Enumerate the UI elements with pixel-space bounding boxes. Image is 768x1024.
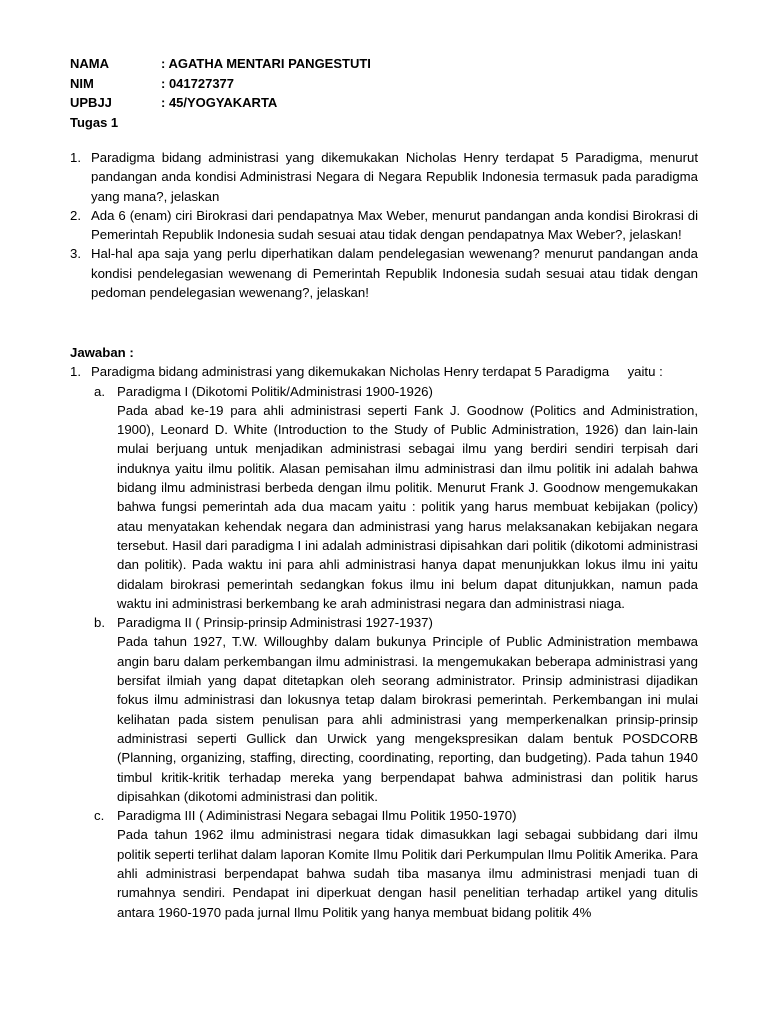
question-item bbox=[70, 244, 698, 302]
question-item bbox=[70, 206, 698, 245]
paradigm-letter: b. bbox=[94, 615, 105, 631]
answer-section bbox=[70, 343, 698, 922]
upbjj-row bbox=[70, 93, 371, 113]
answer-number: 1. bbox=[70, 364, 81, 380]
paradigm-heading bbox=[94, 806, 698, 825]
upbjj-value: : 45/YOGYAKARTA bbox=[161, 95, 278, 110]
nama-label: NAMA bbox=[70, 56, 109, 71]
nama-row bbox=[70, 54, 371, 74]
paradigm-heading bbox=[94, 382, 698, 401]
student-identity bbox=[70, 54, 371, 132]
question-number: 1. bbox=[70, 150, 81, 165]
nim-label: NIM bbox=[70, 75, 94, 91]
question-item bbox=[70, 148, 698, 206]
nim-row bbox=[70, 74, 371, 94]
question-text: Ada 6 (enam) ciri Birokrasi dari pendapatnya Max Weber, menurut pandangan anda kondisi Birokrasi di Pemerintah Republik Indonesia sudah sesuai atau tidak dengan pendapatnya Max Weber?, jelaskan! bbox=[91, 207, 698, 243]
question-list bbox=[70, 148, 698, 302]
paradigm-list bbox=[94, 382, 698, 922]
answer-item bbox=[70, 362, 698, 381]
paradigm-item bbox=[94, 806, 698, 922]
paradigm-item bbox=[94, 382, 698, 614]
paradigm-title: Paradigma III ( Adiministrasi Negara sebagai Ilmu Politik 1950-1970) bbox=[117, 808, 517, 824]
question-number: 3. bbox=[70, 246, 81, 262]
answer-intro: Paradigma bidang administrasi yang dikemukakan Nicholas Henry terdapat 5 Paradigma yaitu : bbox=[91, 364, 663, 380]
question-text: Hal-hal apa saja yang perlu diperhatikan dalam pendelegasian wewenang? menurut pandangan anda kondisi pendelegasian wewenang di Pemerintah Republik Indonesia sudah sesuai atau tidak dengan pedoman pendelegasian wewenang?, jelaskan! bbox=[91, 246, 698, 301]
paradigm-body: Pada tahun 1927, T.W. Willoughby dalam bukunya Principle of Public Administration membawa angin baru dalam perkembangan ilmu administrasi. Ia mengemukakan beberapa administrasi yang bersifat ilmiah yang dapat ditetapkan oleh seorang administrator. Prinsip administrasi dijadikan fokus ilmu administrasi dan lokusnya tetap dalam birokrasi pemerintah. Perkembangan ini mulai kelihatan pada sistem penulisan para ahli administrasi yang memperkenalkan prinsip-prinsip administrasi seperti Gullick dan Urwick yang mengekspresikan dalam bentuk POSDCORB (Planning, organizing, staffing, directing, coordinating, reporting, dan budgeting). Pada tahun 1940 timbul kritik-kritik terhadap mereka yang berpendapat bahwa administrasi dan politik harus dipisahkan (dikotomi administrasi dan politik. bbox=[117, 634, 698, 804]
answer-heading: Jawaban : bbox=[70, 345, 134, 360]
paradigm-heading bbox=[94, 613, 698, 632]
paradigm-body: Pada abad ke-19 para ahli administrasi seperti Fank J. Goodnow (Politics and Administration, 1900), Leonard D. White (Introduction to the Study of Public Administration, 1926) dan lain-lain mulai berjuang untuk menjadikan administrasi sebagai ilmu yang berdiri sendiri terpisah dari induknya yaitu ilmu politik. Alasan pemisahan ilmu administrasi dan ilmu politik ini adalah bahwa bidang ilmu administrasi berbeda dengan ilmu politik. Menurut Frank J. Goodnow mengemukakan bahwa fungsi pemerintah ada dua macam yaitu : politik yang harus membuat kebijakan (policy) atau menyatakan kehendak negara dan administrasi yang harus melaksanakan kebijakan negara tersebut. Hasil dari paradigma I ini adalah administrasi dipisahkan dari politik (dikotomi administrasi dan politik). Pada waktu ini para ahli administrasi hanya dapat menunjukkan lokus ilmu ini yaitu didalam birokrasi pemerintah sedangkan fokus ilmu ini belum dapat ditunjukkan, namun pada waktu ini administrasi berkembang ke arah administrasi negara dan administrasi niaga. bbox=[117, 402, 698, 611]
paradigm-letter: a. bbox=[94, 383, 105, 399]
question-number: 2. bbox=[70, 207, 81, 223]
paradigm-item bbox=[94, 613, 698, 806]
paradigm-title: Paradigma II ( Prinsip-prinsip Administrasi 1927-1937) bbox=[117, 615, 433, 631]
nim-value: : 041727377 bbox=[161, 75, 235, 91]
question-text: Paradigma bidang administrasi yang dikemukakan Nicholas Henry terdapat 5 Paradigma, menurut pandangan anda kondisi Administrasi Negara di Negara Republik Indonesia termasuk pada paradigma yang mana?, jelaskan bbox=[91, 150, 698, 204]
upbjj-label: UPBJJ bbox=[70, 95, 112, 110]
task-title: Tugas 1 bbox=[70, 114, 119, 130]
paradigm-body: Pada tahun 1962 ilmu administrasi negara tidak dimasukkan lagi sebagai subbidang dari ilmu politik seperti terlihat dalam laporan Komite Ilmu Politik dari Perkumpulan Ilmu Politik Amerika. Para ahli administrasi berpendapat bahwa sudah tiba masanya ilmu administrasi menjadi tuan di rumahnya sendiri. Pendapat ini diperkuat dengan hasil penelitian terhadap artikel yang ditulis antara 1960-1970 pada jurnal Ilmu Politik yang hanya membuat bidang politik 4% bbox=[117, 827, 698, 920]
nama-value: : AGATHA MENTARI PANGESTUTI bbox=[161, 56, 371, 71]
paradigm-title: Paradigma I (Dikotomi Politik/Administrasi 1900-1926) bbox=[117, 383, 433, 399]
paradigm-letter: c. bbox=[94, 808, 105, 824]
